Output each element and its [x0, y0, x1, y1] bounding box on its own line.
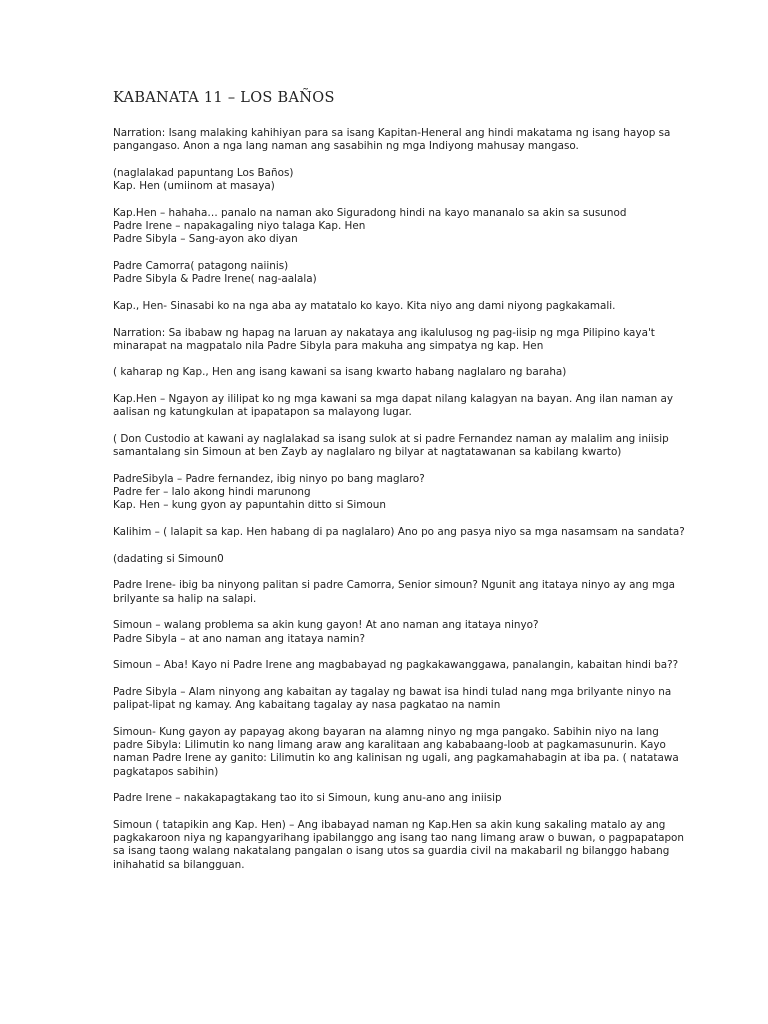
text-line: aalisan ng katungkulan at ipapatapon sa malayong lugar. [113, 406, 412, 419]
text-line: PadreSibyla – Padre fernandez, ibig ninyo po bang maglaro? [113, 472, 425, 485]
paragraph [113, 260, 673, 286]
paragraph [113, 579, 676, 605]
text-line: (dadating si Simoun0 [113, 552, 224, 565]
paragraph [113, 393, 673, 419]
text-line: Padre Sibyla – at ano naman ang itataya namin? [113, 632, 365, 645]
text-line: Padre Sibyla – Alam ninyong ang kabaitan ay tagalay ng bawat isa hindi tulad nang mga brilyante ninyo na [113, 685, 672, 698]
text-line: Padre Camorra( patagong naiinis) [113, 259, 289, 272]
paragraph [113, 473, 673, 513]
paragraph [113, 207, 673, 247]
text-line: minarapat na magpatalo nila Padre Sibyla para makuha ang simpatya ng kap. Hen [113, 339, 544, 352]
text-line: Narration: Isang malaking kahihiyan para sa isang Kapitan-Heneral ang hindi makatama ng isang hayop sa [113, 127, 671, 139]
document-page [113, 90, 685, 885]
text-line: Kalihim – ( lalapit sa kap. Hen habang di pa naglalaro) Ano po ang pasya niyo sa mga nasamsam na sandata? [113, 526, 685, 539]
text-line: ( kaharap ng Kap., Hen ang isang kawani sa isang kwarto habang naglalaro ng baraha) [113, 366, 567, 379]
text-line: Simoun – walang problema sa akin kung gayon! At ano naman ang itataya ninyo? [113, 619, 539, 632]
text-line: Padre Irene – napakagaling niyo talaga Kap. Hen [113, 220, 366, 233]
paragraph [113, 327, 673, 353]
text-line: Padre Sibyla & Padre Irene( nag-aalala) [113, 273, 317, 286]
paragraph [113, 553, 673, 566]
text-line: padre Sibyla: Lilimutin ko nang limang araw ang karalitaan ang kababaang-loob at pagkamasunurin. Kayo [113, 739, 666, 752]
text-line: pagkakaroon niya ng kapangyarihang ipabilanggo ang isang tao nang limang araw o buwan, o pagpapatapon [113, 832, 684, 845]
text-line: Kap.Hen – hahaha… panalo na naman ako Siguradong hindi na kayo mananalo sa akin sa susunod [113, 206, 627, 219]
text-line: Kap. Hen (umiinom at masaya) [113, 180, 275, 193]
text-line: samantalang sin Simoun at ben Zayb ay naglalaro ng bilyar at nagtatawanan sa kabilang kwarto) [113, 446, 622, 459]
text-line: ( Don Custodio at kawani ay naglalakad sa isang sulok at si padre Fernandez naman ay malalim ang iniisip [113, 433, 669, 446]
text-line: Simoun – Aba! Kayo ni Padre Irene ang magbabayad ng pagkakawanggawa, panalangin, kabaitan hindi ba?? [113, 659, 679, 672]
text-line: Kap.Hen – Ngayon ay ililipat ko ng mga kawani sa mga dapat nilang kalagyan na bayan. Ang ilan naman ay [113, 393, 674, 406]
paragraph [113, 686, 673, 712]
text-line: naman Padre Irene ay ganito: Lilimutin ko ang kalinisan ng ugali, ang pagkamahabagin at iba pa. ( natatawa [113, 752, 679, 765]
text-line: brilyante sa halip na salapi. [113, 592, 257, 605]
text-line: (naglalakad papuntang Los Baños) [113, 166, 294, 179]
text-line: inihahatid sa bilangguan. [113, 858, 245, 871]
text-line: Padre Irene – nakakapagtakang tao ito si Simoun, kung anu-ano ang iniisip [113, 792, 502, 805]
paragraph [113, 366, 673, 379]
text-line: Narration: Sa ibabaw ng hapag na laruan ay nakataya ang ikalulusog ng pag-iisip ng mga Pilipino kaya't [113, 326, 655, 339]
text-line: pangangaso. Anon a nga lang naman ang sasabihin ng mga Indiyong mahusay mangaso. [113, 140, 579, 153]
document-body [113, 127, 685, 872]
text-line: Kap. Hen – kung gyon ay papuntahin ditto si Simoun [113, 499, 386, 512]
text-line: palipat-lipat ng kamay. Ang kabaitang tagalay ay nasa pagkatao na namin [113, 699, 501, 712]
paragraph [113, 818, 684, 872]
text-line: Simoun ( tatapikin ang Kap. Hen) – Ang ibabayad naman ng Kap.Hen sa akin kung sakaling matalo ay ang [113, 818, 666, 831]
paragraph [113, 167, 673, 193]
paragraph [113, 300, 673, 313]
text-line: pagkatapos sabihin) [113, 765, 219, 778]
text-line: Kap., Hen- Sinasabi ko na nga aba ay matatalo ko kayo. Kita niyo ang dami niyong pagkakamali. [113, 299, 616, 312]
paragraph [113, 659, 679, 672]
text-line: Simoun- Kung gayon ay papayag akong bayaran na alamng ninyo ng mga pangako. Sabihin niyo na lang [113, 725, 659, 738]
paragraph [113, 526, 685, 539]
text-line: Padre Irene- ibig ba ninyong palitan si padre Camorra, Senior simoun? Ngunit ang itataya ninyo ay ang mga [113, 579, 676, 592]
text-line: Padre Sibyla – Sang-ayon ako diyan [113, 233, 298, 246]
paragraph [113, 792, 673, 805]
text-line: Padre fer – lalo akong hindi marunong [113, 486, 311, 499]
text-line: sa isang taong walang nakatalang pangalan o isang utos sa guardia civil na makabaril ng bilanggo habang [113, 845, 670, 858]
paragraph [113, 619, 673, 645]
paragraph [113, 433, 673, 459]
paragraph [113, 725, 679, 779]
paragraph [113, 127, 673, 153]
page-title: KABANATA 11 – LOS BAÑOS [113, 90, 335, 106]
